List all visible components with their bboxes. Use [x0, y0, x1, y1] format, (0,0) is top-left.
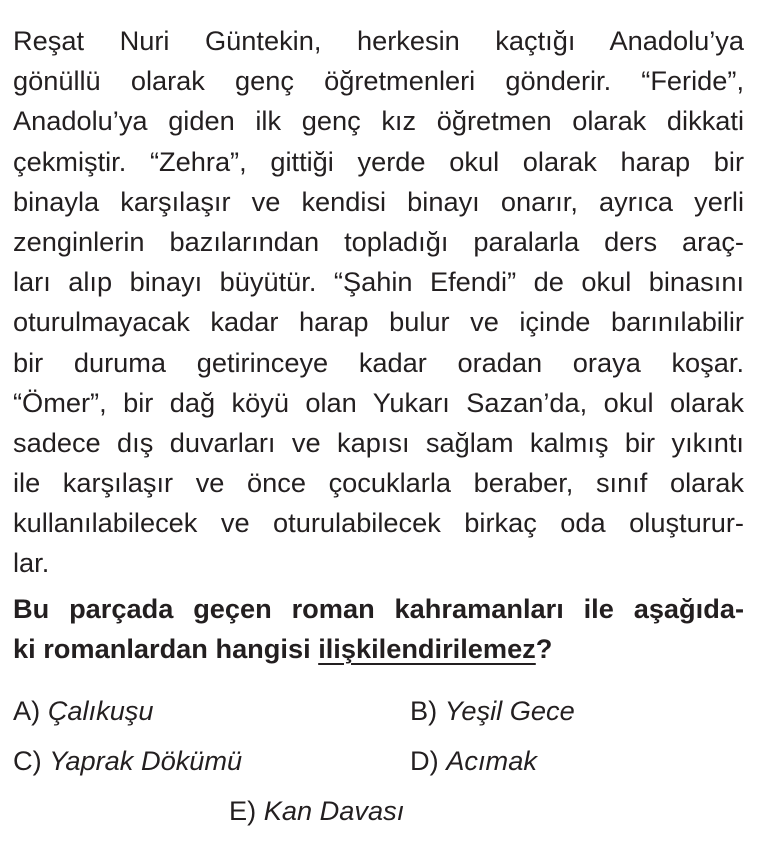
option-letter: C) [13, 745, 42, 776]
passage-line: sadece dış duvarları ve kapısı sağlam kalmış bir yıkıntı [13, 426, 744, 458]
passage-line: binayla karşılaşır ve kendisi binayı onarır, ayrıca yerli [13, 185, 744, 217]
option-title: Çalıkuşu [47, 695, 154, 726]
option-letter: B) [410, 695, 438, 726]
question-emphasis: ilişkilendirilemez [318, 633, 536, 664]
option-title: Yeşil Gece [444, 695, 575, 726]
passage-line: zenginlerin bazılarından topladığı paralarla ders araç- [13, 225, 744, 257]
passage-text [13, 21, 744, 584]
passage-line: Reşat Nuri Güntekin, herkesin kaçtığı Anadolu’ya [13, 25, 744, 56]
option-title: Acımak [446, 745, 537, 776]
passage-line: “Ömer”, bir dağ köyü olan Yukarı Sazan’da, okul olarak [13, 386, 744, 418]
passage-line: bir duruma getirinceye kadar oradan oraya koşar. [13, 346, 744, 378]
answer-option-b[interactable] [410, 694, 575, 728]
passage-line: ile karşılaşır ve önce çocuklarla beraber, sınıf olarak [13, 467, 744, 499]
option-letter: A) [13, 695, 41, 726]
passage-line: gönüllü olarak genç öğretmenleri gönderir. “Feride”, [13, 65, 744, 97]
question-line-1: Bu parçada geçen roman kahramanları ile aşağıda- [13, 593, 744, 624]
question-line-2-prefix: ki romanlardan hangisi [13, 633, 319, 664]
passage-line: çekmiştir. “Zehra”, gittiği yerde okul olarak harap bir [13, 145, 744, 177]
option-title: Kan Davası [263, 795, 405, 826]
answer-option-c[interactable] [13, 744, 242, 778]
option-title: Yaprak Dökümü [49, 745, 243, 776]
passage-line: lar. [13, 547, 50, 579]
answer-option-d[interactable] [410, 744, 537, 778]
question-line-2-suffix: ? [535, 633, 553, 664]
question-stem [13, 589, 744, 669]
option-letter: E) [229, 795, 257, 826]
question-line-2 [13, 629, 744, 669]
passage-line: Anadolu’ya giden ilk genç kız öğretmen olarak dikkati [13, 105, 744, 137]
passage-line: oturulmayacak kadar harap bulur ve içinde barınılabilir [13, 306, 744, 338]
passage-line: ları alıp binayı büyütür. “Şahin Efendi” de okul binasını [13, 266, 744, 298]
passage-line: kullanılabilecek ve oturulabilecek birkaç oda oluşturur- [13, 507, 744, 539]
answer-option-a[interactable] [13, 694, 154, 728]
answer-option-e[interactable] [229, 794, 404, 828]
option-letter: D) [410, 745, 439, 776]
